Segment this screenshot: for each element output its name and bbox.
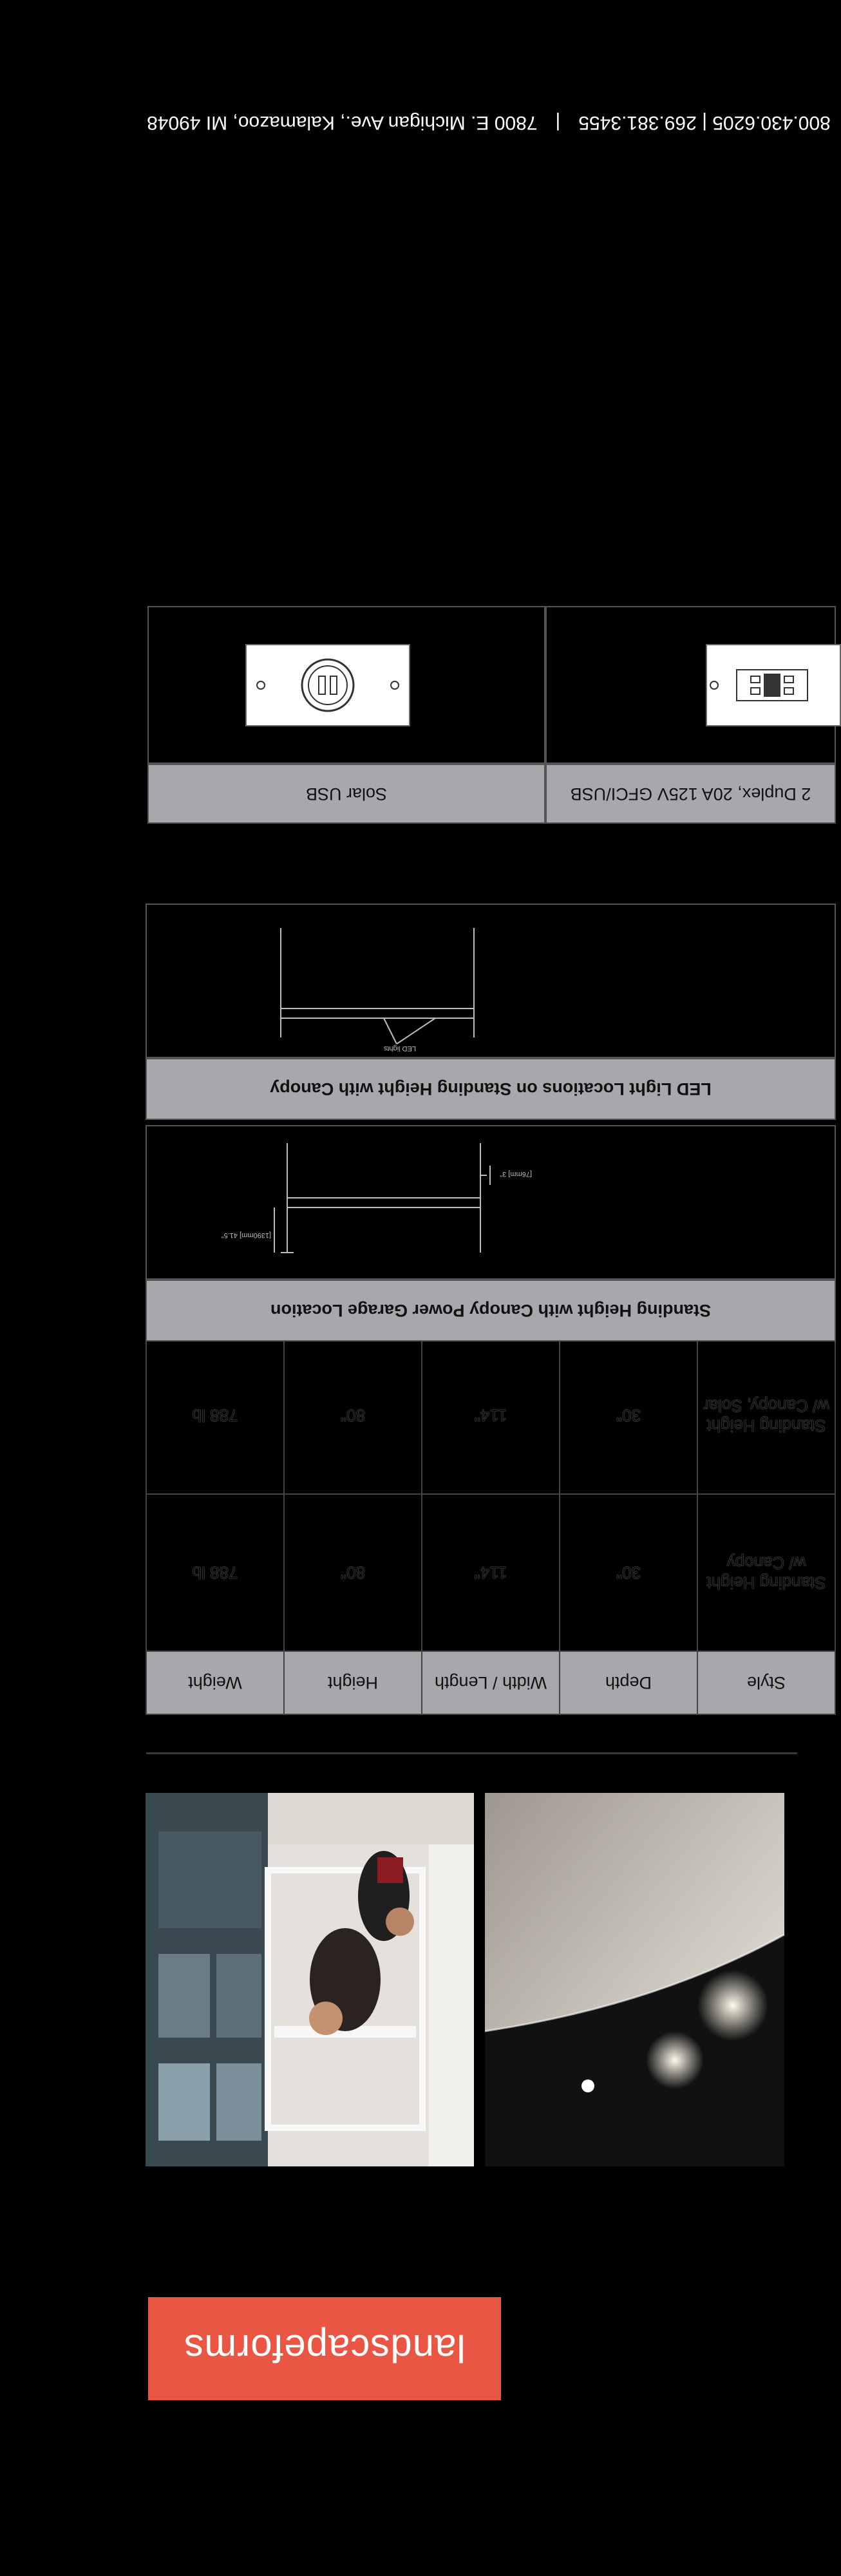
led-lights-label: LED lights <box>383 1045 416 1052</box>
outlet-label-solar-usb: Solar USB <box>305 784 388 804</box>
solar-usb-outlet-box <box>147 606 545 764</box>
usb-outlet-icon <box>247 645 409 725</box>
spec-cell-depth: 30" <box>560 1494 697 1651</box>
led-light-locations-title-text: LED Light Locations on Standing Height with Canopy <box>270 1079 712 1099</box>
glossy-canopy-surface-photo <box>485 1793 784 2166</box>
spec-header-width-length: Width / Length <box>422 1651 560 1714</box>
footer-contact <box>147 109 831 135</box>
spec-cell-weight: 788 lb <box>146 1337 284 1494</box>
spec-cell-width-length: 114" <box>422 1337 560 1494</box>
solar-usb-plate <box>245 644 410 726</box>
spec-cell-width-length: 114" <box>422 1494 560 1651</box>
led-light-locations-diagram <box>146 904 836 1058</box>
table-row <box>146 1494 835 1651</box>
spec-header-depth: Depth <box>560 1651 697 1714</box>
garage-location-diagram <box>146 1125 836 1280</box>
logo-text: landscapeforms <box>184 2327 466 2371</box>
garage-dim-side: [76mm] 3" <box>500 1170 532 1178</box>
table-row <box>146 1337 835 1494</box>
led-diagram-drawing <box>147 905 835 1057</box>
spec-cell-style: Standing Height w/ Canopy, Solar <box>697 1337 835 1494</box>
spec-cell-depth: 30" <box>560 1337 697 1494</box>
garage-location-title-text: Standing Height with Canopy Power Garage Location <box>270 1301 712 1321</box>
outlet-header-gfci-usb <box>545 764 836 824</box>
spec-cell-height: 80" <box>284 1494 422 1651</box>
people-lounging-on-furniture-photo <box>146 1793 474 2166</box>
spec-cell-height: 80" <box>284 1337 422 1494</box>
landscapeforms-logo[interactable] <box>148 2297 501 2400</box>
spec-header-height: Height <box>284 1651 422 1714</box>
spec-cell-style: Standing Height w/ Canopy <box>697 1494 835 1651</box>
garage-dim-top: [1390mm] 41.5" <box>221 1231 271 1239</box>
footer-separator: | <box>555 112 561 133</box>
spec-table-header-row <box>146 1651 835 1714</box>
spec-table <box>146 1336 836 1715</box>
garage-location-title <box>146 1280 836 1341</box>
spec-header-style: Style <box>697 1651 835 1714</box>
outlet-label-gfci-usb: 2 Duplex, 20A 125V GFCI/USB <box>570 784 811 804</box>
footer-phone: 800.430.6205 | 269.381.3455 <box>578 112 831 133</box>
section-divider <box>146 1752 797 1754</box>
gfci-outlet-icon <box>707 645 840 725</box>
spec-header-weight: Weight <box>146 1651 284 1714</box>
gfci-usb-plate <box>706 644 841 726</box>
garage-diagram-drawing <box>147 1126 835 1278</box>
spec-cell-weight: 788 lb <box>146 1494 284 1651</box>
gfci-usb-outlet-box <box>545 606 836 764</box>
outlet-header-solar-usb <box>147 764 545 824</box>
footer-address: 7800 E. Michigan Ave., Kalamazoo, MI 49048 <box>147 112 538 133</box>
led-light-locations-title <box>146 1058 836 1120</box>
